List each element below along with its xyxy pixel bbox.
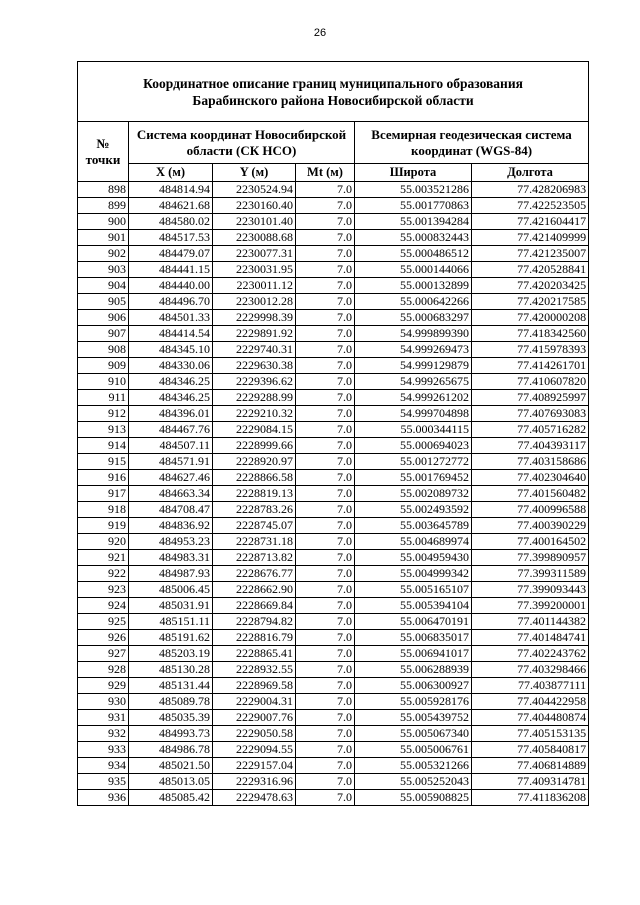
x-cell: 484987.93	[129, 566, 213, 582]
longitude-cell: 77.401484741	[472, 630, 589, 646]
mt-cell: 7.0	[296, 406, 355, 422]
wgs-system-header: Всемирная геодезическая система координат (WGS-84)	[355, 122, 589, 164]
mt-cell: 7.0	[296, 774, 355, 790]
longitude-cell: 77.400996588	[472, 502, 589, 518]
longitude-cell: 77.420528841	[472, 262, 589, 278]
y-cell: 2228969.58	[213, 678, 296, 694]
x-cell: 484708.47	[129, 502, 213, 518]
latitude-cell: 55.005321266	[355, 758, 472, 774]
x-cell: 484330.06	[129, 358, 213, 374]
point-number-cell: 934	[78, 758, 129, 774]
table-row	[78, 694, 589, 710]
longitude-cell: 77.408925997	[472, 390, 589, 406]
table-row	[78, 422, 589, 438]
y-cell: 2229478.63	[213, 790, 296, 806]
mt-header: Mt (м)	[296, 164, 355, 182]
table-row	[78, 374, 589, 390]
mt-cell: 7.0	[296, 310, 355, 326]
latitude-cell: 55.005165107	[355, 582, 472, 598]
x-cell: 484501.33	[129, 310, 213, 326]
point-number-header	[78, 122, 129, 182]
table-row	[78, 294, 589, 310]
longitude-cell: 77.421604417	[472, 214, 589, 230]
y-cell: 2229630.38	[213, 358, 296, 374]
latitude-cell: 55.000344115	[355, 422, 472, 438]
table-row	[78, 438, 589, 454]
table-row	[78, 214, 589, 230]
longitude-cell: 77.407693083	[472, 406, 589, 422]
table-row	[78, 406, 589, 422]
point-number-word: точки	[85, 151, 121, 167]
latitude-cell: 54.999269473	[355, 342, 472, 358]
table-row	[78, 310, 589, 326]
x-cell: 485035.39	[129, 710, 213, 726]
y-cell: 2228745.07	[213, 518, 296, 534]
point-number-cell: 915	[78, 454, 129, 470]
y-cell: 2228932.55	[213, 662, 296, 678]
point-number-cell: 902	[78, 246, 129, 262]
latitude-cell: 55.005394104	[355, 598, 472, 614]
x-cell: 485191.62	[129, 630, 213, 646]
mt-cell: 7.0	[296, 230, 355, 246]
mt-cell: 7.0	[296, 278, 355, 294]
mt-cell: 7.0	[296, 694, 355, 710]
longitude-cell: 77.410607820	[472, 374, 589, 390]
longitude-cell: 77.401144382	[472, 614, 589, 630]
point-number-cell: 936	[78, 790, 129, 806]
mt-cell: 7.0	[296, 374, 355, 390]
x-cell: 485203.19	[129, 646, 213, 662]
mt-cell: 7.0	[296, 518, 355, 534]
point-number-cell: 922	[78, 566, 129, 582]
point-number-symbol: №	[96, 135, 110, 151]
latitude-cell: 54.999265675	[355, 374, 472, 390]
x-cell: 484993.73	[129, 726, 213, 742]
latitude-cell: 55.000132899	[355, 278, 472, 294]
point-number-cell: 903	[78, 262, 129, 278]
longitude-cell: 77.399093443	[472, 582, 589, 598]
mt-cell: 7.0	[296, 438, 355, 454]
x-cell: 485031.91	[129, 598, 213, 614]
mt-cell: 7.0	[296, 470, 355, 486]
longitude-cell: 77.420217585	[472, 294, 589, 310]
longitude-cell: 77.399311589	[472, 566, 589, 582]
table-row	[78, 182, 589, 198]
mt-cell: 7.0	[296, 246, 355, 262]
y-cell: 2230160.40	[213, 198, 296, 214]
longitude-cell: 77.400164502	[472, 534, 589, 550]
point-number-cell: 899	[78, 198, 129, 214]
x-cell: 485130.28	[129, 662, 213, 678]
longitude-cell: 77.418342560	[472, 326, 589, 342]
table-row	[78, 262, 589, 278]
x-cell: 484346.25	[129, 374, 213, 390]
longitude-cell: 77.403877111	[472, 678, 589, 694]
mt-cell: 7.0	[296, 454, 355, 470]
longitude-cell: 77.403158686	[472, 454, 589, 470]
table-row	[78, 598, 589, 614]
mt-cell: 7.0	[296, 790, 355, 806]
longitude-header: Долгота	[472, 164, 589, 182]
latitude-cell: 55.002493592	[355, 502, 472, 518]
y-cell: 2229007.76	[213, 710, 296, 726]
table-row	[78, 326, 589, 342]
table-row	[78, 358, 589, 374]
x-cell: 484571.91	[129, 454, 213, 470]
y-cell: 2230031.95	[213, 262, 296, 278]
y-cell: 2229157.04	[213, 758, 296, 774]
point-number-cell: 920	[78, 534, 129, 550]
point-number-cell: 908	[78, 342, 129, 358]
longitude-cell: 77.404480874	[472, 710, 589, 726]
point-number-cell: 918	[78, 502, 129, 518]
point-number-cell: 916	[78, 470, 129, 486]
point-number-cell: 901	[78, 230, 129, 246]
longitude-cell: 77.399200001	[472, 598, 589, 614]
longitude-cell: 77.399890957	[472, 550, 589, 566]
latitude-cell: 55.000683297	[355, 310, 472, 326]
y-cell: 2228865.41	[213, 646, 296, 662]
x-cell: 484836.92	[129, 518, 213, 534]
mt-cell: 7.0	[296, 678, 355, 694]
longitude-cell: 77.405716282	[472, 422, 589, 438]
x-cell: 484467.76	[129, 422, 213, 438]
point-number-cell: 925	[78, 614, 129, 630]
table-row	[78, 646, 589, 662]
table-row	[78, 246, 589, 262]
mt-cell: 7.0	[296, 534, 355, 550]
table-row	[78, 582, 589, 598]
x-cell: 484953.23	[129, 534, 213, 550]
mt-cell: 7.0	[296, 710, 355, 726]
point-number-cell: 921	[78, 550, 129, 566]
point-number-cell: 935	[78, 774, 129, 790]
x-cell: 485021.50	[129, 758, 213, 774]
x-header: X (м)	[129, 164, 213, 182]
mt-cell: 7.0	[296, 582, 355, 598]
y-cell: 2229084.15	[213, 422, 296, 438]
latitude-cell: 55.005252043	[355, 774, 472, 790]
point-number-cell: 910	[78, 374, 129, 390]
nso-system-header: Система координат Новосибирской области (СК НСО)	[129, 122, 355, 164]
y-cell: 2229094.55	[213, 742, 296, 758]
latitude-cell: 55.006288939	[355, 662, 472, 678]
title-line-1: Координатное описание границ муниципального образования	[143, 75, 523, 91]
mt-cell: 7.0	[296, 342, 355, 358]
longitude-cell: 77.405840817	[472, 742, 589, 758]
point-number-cell: 914	[78, 438, 129, 454]
longitude-cell: 77.400390229	[472, 518, 589, 534]
mt-cell: 7.0	[296, 294, 355, 310]
y-cell: 2229288.99	[213, 390, 296, 406]
page-number: 26	[313, 27, 327, 39]
mt-cell: 7.0	[296, 502, 355, 518]
longitude-cell: 77.404393117	[472, 438, 589, 454]
latitude-cell: 55.004959430	[355, 550, 472, 566]
longitude-cell: 77.415978393	[472, 342, 589, 358]
latitude-cell: 55.006941017	[355, 646, 472, 662]
y-cell: 2228713.82	[213, 550, 296, 566]
x-cell: 484346.25	[129, 390, 213, 406]
latitude-cell: 54.999261202	[355, 390, 472, 406]
table-row	[78, 278, 589, 294]
point-number-cell: 917	[78, 486, 129, 502]
latitude-cell: 55.002089732	[355, 486, 472, 502]
longitude-cell: 77.411836208	[472, 790, 589, 806]
latitude-cell: 55.001272772	[355, 454, 472, 470]
mt-cell: 7.0	[296, 198, 355, 214]
x-cell: 484517.53	[129, 230, 213, 246]
x-cell: 485013.05	[129, 774, 213, 790]
mt-cell: 7.0	[296, 486, 355, 502]
latitude-header: Широта	[355, 164, 472, 182]
x-cell: 484507.11	[129, 438, 213, 454]
table-row	[78, 758, 589, 774]
x-cell: 484580.02	[129, 214, 213, 230]
point-number-cell: 923	[78, 582, 129, 598]
x-cell: 484396.01	[129, 406, 213, 422]
latitude-cell: 55.001770863	[355, 198, 472, 214]
latitude-cell: 55.004999342	[355, 566, 472, 582]
mt-cell: 7.0	[296, 390, 355, 406]
longitude-cell: 77.405153135	[472, 726, 589, 742]
latitude-cell: 55.006835017	[355, 630, 472, 646]
y-cell: 2229004.31	[213, 694, 296, 710]
longitude-cell: 77.401560482	[472, 486, 589, 502]
table-row	[78, 550, 589, 566]
title-line-2: Барабинского района Новосибирской области	[192, 92, 474, 108]
point-number-cell: 905	[78, 294, 129, 310]
y-cell: 2228816.79	[213, 630, 296, 646]
table-body	[78, 182, 589, 806]
y-cell: 2229396.62	[213, 374, 296, 390]
y-cell: 2230011.12	[213, 278, 296, 294]
y-cell: 2228999.66	[213, 438, 296, 454]
latitude-cell: 55.000486512	[355, 246, 472, 262]
latitude-cell: 55.005067340	[355, 726, 472, 742]
y-cell: 2230012.28	[213, 294, 296, 310]
y-cell: 2230101.40	[213, 214, 296, 230]
longitude-cell: 77.421409999	[472, 230, 589, 246]
point-number-cell: 900	[78, 214, 129, 230]
point-number-cell: 926	[78, 630, 129, 646]
table-row	[78, 198, 589, 214]
x-cell: 485085.42	[129, 790, 213, 806]
table-row	[78, 678, 589, 694]
x-cell: 484663.34	[129, 486, 213, 502]
point-number-cell: 932	[78, 726, 129, 742]
point-number-cell: 909	[78, 358, 129, 374]
latitude-cell: 54.999704898	[355, 406, 472, 422]
table-row	[78, 518, 589, 534]
table-row	[78, 790, 589, 806]
latitude-cell: 55.000832443	[355, 230, 472, 246]
mt-cell: 7.0	[296, 326, 355, 342]
longitude-cell: 77.420203425	[472, 278, 589, 294]
y-cell: 2229050.58	[213, 726, 296, 742]
y-cell: 2230077.31	[213, 246, 296, 262]
table-row	[78, 390, 589, 406]
x-cell: 484983.31	[129, 550, 213, 566]
y-cell: 2229316.96	[213, 774, 296, 790]
longitude-cell: 77.402243762	[472, 646, 589, 662]
latitude-cell: 55.000642266	[355, 294, 472, 310]
table-row	[78, 502, 589, 518]
longitude-cell: 77.414261701	[472, 358, 589, 374]
x-cell: 484986.78	[129, 742, 213, 758]
y-cell: 2228669.84	[213, 598, 296, 614]
mt-cell: 7.0	[296, 758, 355, 774]
mt-cell: 7.0	[296, 646, 355, 662]
y-cell: 2228676.77	[213, 566, 296, 582]
table-row	[78, 710, 589, 726]
longitude-cell: 77.403298466	[472, 662, 589, 678]
latitude-cell: 55.001769452	[355, 470, 472, 486]
longitude-cell: 77.402304640	[472, 470, 589, 486]
latitude-cell: 55.005439752	[355, 710, 472, 726]
x-cell: 484627.46	[129, 470, 213, 486]
x-cell: 484621.68	[129, 198, 213, 214]
point-number-cell: 933	[78, 742, 129, 758]
point-number-cell: 931	[78, 710, 129, 726]
point-number-cell: 898	[78, 182, 129, 198]
latitude-cell: 55.005006761	[355, 742, 472, 758]
y-cell: 2229210.32	[213, 406, 296, 422]
y-cell: 2230524.94	[213, 182, 296, 198]
longitude-cell: 77.409314781	[472, 774, 589, 790]
mt-cell: 7.0	[296, 550, 355, 566]
x-cell: 484814.94	[129, 182, 213, 198]
latitude-cell: 54.999899390	[355, 326, 472, 342]
point-number-cell: 929	[78, 678, 129, 694]
point-number-cell: 913	[78, 422, 129, 438]
point-number-cell: 924	[78, 598, 129, 614]
table-row	[78, 774, 589, 790]
longitude-cell: 77.421235007	[472, 246, 589, 262]
x-cell: 484496.70	[129, 294, 213, 310]
y-cell: 2228662.90	[213, 582, 296, 598]
point-number-cell: 930	[78, 694, 129, 710]
y-cell: 2229740.31	[213, 342, 296, 358]
longitude-cell: 77.422523505	[472, 198, 589, 214]
mt-cell: 7.0	[296, 358, 355, 374]
latitude-cell: 55.003645789	[355, 518, 472, 534]
latitude-cell: 55.005908825	[355, 790, 472, 806]
mt-cell: 7.0	[296, 422, 355, 438]
point-number-cell: 904	[78, 278, 129, 294]
y-cell: 2228794.82	[213, 614, 296, 630]
y-cell: 2229998.39	[213, 310, 296, 326]
x-cell: 484440.00	[129, 278, 213, 294]
mt-cell: 7.0	[296, 182, 355, 198]
x-cell: 485089.78	[129, 694, 213, 710]
longitude-cell: 77.406814889	[472, 758, 589, 774]
x-cell: 485151.11	[129, 614, 213, 630]
y-cell: 2229891.92	[213, 326, 296, 342]
point-number-cell: 927	[78, 646, 129, 662]
latitude-cell: 55.004689974	[355, 534, 472, 550]
latitude-cell: 55.006470191	[355, 614, 472, 630]
table-row	[78, 470, 589, 486]
mt-cell: 7.0	[296, 262, 355, 278]
latitude-cell: 55.003521286	[355, 182, 472, 198]
y-cell: 2230088.68	[213, 230, 296, 246]
latitude-cell: 54.999129879	[355, 358, 472, 374]
mt-cell: 7.0	[296, 630, 355, 646]
mt-cell: 7.0	[296, 598, 355, 614]
table-row	[78, 486, 589, 502]
mt-cell: 7.0	[296, 742, 355, 758]
table-row	[78, 726, 589, 742]
mt-cell: 7.0	[296, 662, 355, 678]
longitude-cell: 77.428206983	[472, 182, 589, 198]
latitude-cell: 55.001394284	[355, 214, 472, 230]
y-cell: 2228866.58	[213, 470, 296, 486]
mt-cell: 7.0	[296, 566, 355, 582]
table-row	[78, 614, 589, 630]
x-cell: 485006.45	[129, 582, 213, 598]
mt-cell: 7.0	[296, 614, 355, 630]
mt-cell: 7.0	[296, 726, 355, 742]
table-row	[78, 342, 589, 358]
y-cell: 2228920.97	[213, 454, 296, 470]
table-row	[78, 454, 589, 470]
x-cell: 484414.54	[129, 326, 213, 342]
point-number-cell: 919	[78, 518, 129, 534]
point-number-cell: 906	[78, 310, 129, 326]
point-number-cell: 907	[78, 326, 129, 342]
latitude-cell: 55.006300927	[355, 678, 472, 694]
point-number-cell: 928	[78, 662, 129, 678]
point-number-cell: 911	[78, 390, 129, 406]
table-row	[78, 534, 589, 550]
x-cell: 485131.44	[129, 678, 213, 694]
table-row	[78, 566, 589, 582]
longitude-cell: 77.404422958	[472, 694, 589, 710]
coordinates-table	[77, 61, 589, 806]
table-title	[78, 62, 589, 122]
latitude-cell: 55.005928176	[355, 694, 472, 710]
y-cell: 2228783.26	[213, 502, 296, 518]
longitude-cell: 77.420000208	[472, 310, 589, 326]
mt-cell: 7.0	[296, 214, 355, 230]
table-row	[78, 662, 589, 678]
y-header: Y (м)	[213, 164, 296, 182]
x-cell: 484441.15	[129, 262, 213, 278]
point-number-cell: 912	[78, 406, 129, 422]
y-cell: 2228819.13	[213, 486, 296, 502]
x-cell: 484479.07	[129, 246, 213, 262]
x-cell: 484345.10	[129, 342, 213, 358]
table-row	[78, 742, 589, 758]
latitude-cell: 55.000694023	[355, 438, 472, 454]
y-cell: 2228731.18	[213, 534, 296, 550]
latitude-cell: 55.000144066	[355, 262, 472, 278]
table-row	[78, 230, 589, 246]
table-row	[78, 630, 589, 646]
